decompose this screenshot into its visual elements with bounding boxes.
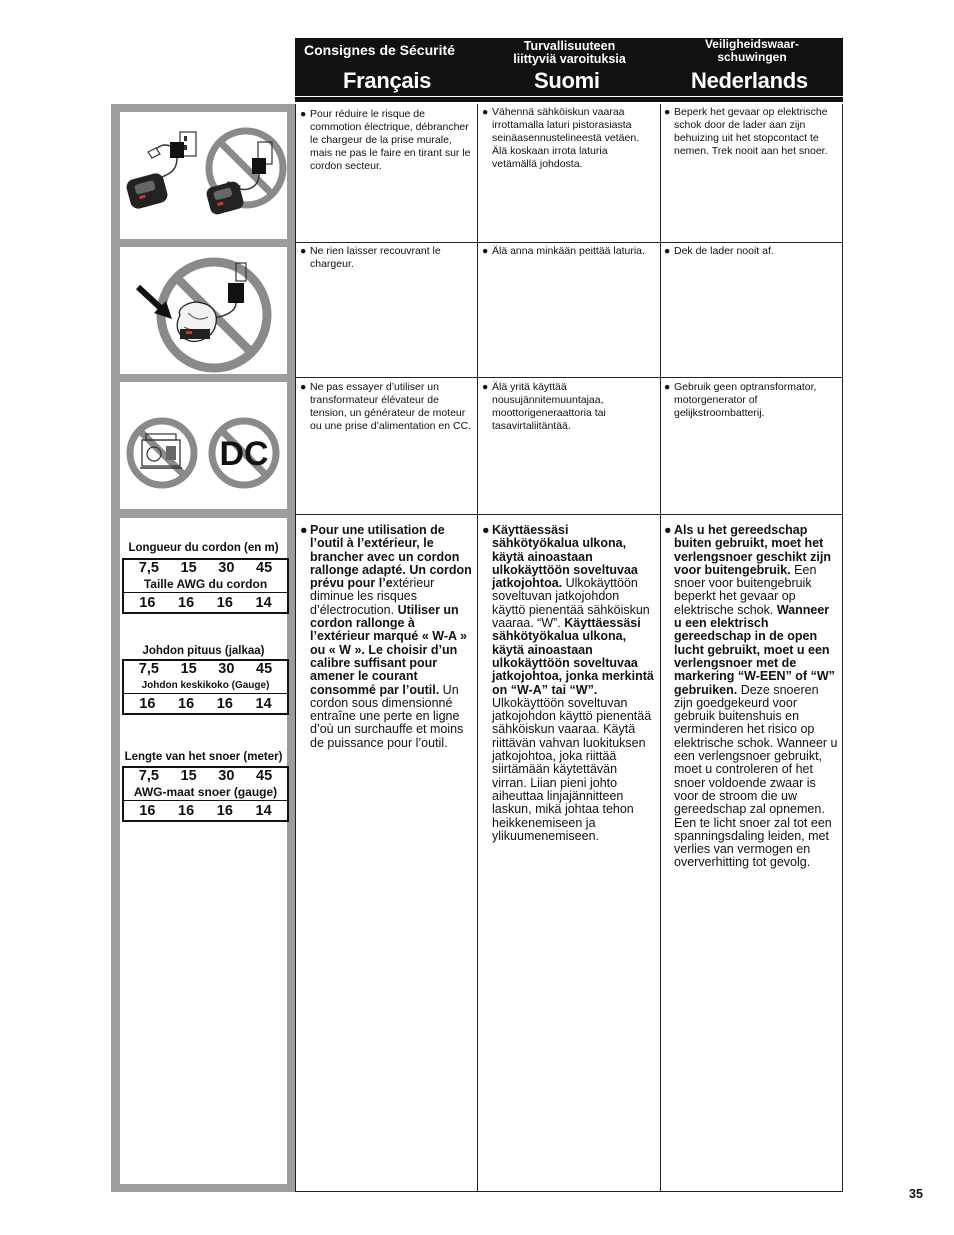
cell: 15 bbox=[180, 768, 197, 784]
cell: 16 bbox=[139, 803, 156, 819]
column-divider bbox=[660, 104, 661, 1192]
warning-fr-1: ● Pour réduire le risque de commotion électrique, débrancher le chargeur de la prise murale, mais ne pas le faire en tirant sur le cordon secteur. bbox=[300, 108, 471, 172]
cord-table-nl-gauges bbox=[124, 801, 287, 820]
dc-label: DC bbox=[219, 435, 269, 473]
warning-text: Älä yritä käyttää nousujännitemuuntajaa, moottorigeneraattoria tai tasavirtaliitäntää. bbox=[492, 381, 606, 432]
cell: 45 bbox=[256, 661, 273, 677]
warning-fi-1: ● Vähennä sähköiskun vaaraa irrottamalla laturi pistorasiasta seinäasennustelineestä vetäen. Älä koskaan irrota laturia vetämällä johdosta. bbox=[482, 106, 654, 171]
warning-fi-4: ● Käyttäessäsi sähkötyökalua ulkona, käytä ainoastaan ulkokäyttöön soveltuvaa jatkojohtoa. Ulkokäyttöön soveltuvan jatkojohdon käyttö pienentää sähköiskun vaaraa. “W”. Käyttäessäsi sähkötyökalua ulkona, käytä ainoastaan ulkokäyttöön soveltuvaa jatkojohtoa, jonka merkintä on “W-A” tai “W”. Ulkokäyttöön soveltuvan jatkojohdon käyttö pienentää sähköiskun vaaraa. Käytä riittävän vahvan luokituksen jatkojohtoa, joka riittää siirtämään käytettävän virran. Liian pieni johto aiheuttaa linjajännitteen laskun, mikä johtaa tehon heikkenemiseen ja ylikuumenemiseen. bbox=[482, 523, 654, 843]
cell: 45 bbox=[256, 560, 273, 576]
no-generator-dc-illustration bbox=[120, 382, 287, 509]
warning-text: Ne pas essayer d’utiliser un transformateur élévateur de tension, un générateur de moteur ou une prise d’alimentation en CC. bbox=[310, 381, 472, 432]
cord-table-fr-lengths bbox=[124, 560, 287, 577]
row-divider bbox=[295, 514, 843, 515]
header-col-dutch bbox=[661, 38, 843, 102]
row-divider bbox=[295, 377, 843, 378]
cell: 30 bbox=[218, 560, 235, 576]
warning-fr-3: ● Ne pas essayer d’utiliser un transformateur élévateur de tension, un générateur de moteur ou une prise d’alimentation en CC. bbox=[300, 381, 472, 432]
cell: 7,5 bbox=[138, 661, 159, 677]
column-divider bbox=[295, 104, 296, 1192]
warning-fr-4: ● Pour une utilisation de l’outil à l’extérieur, le brancher avec un cordon rallonge adapté. Un cordon prévu pour l’extérieur diminue les risques d’électrocution. Utiliser un cordon rallonge à l’extérieur marqué « W-A » ou « W ». Le choisir d’un calibre suffisant pour amener le courant consommé par l’outil. Un cordon sous dimensionné entraîne une perte en ligne d’où un surchauffe et moins de puissance pour l’outil. bbox=[300, 523, 472, 750]
warning-fr-2: ● Ne rien laisser recouvrant le chargeur. bbox=[300, 245, 472, 271]
no-cover-icon bbox=[120, 247, 287, 374]
warning-bold: Pour une utilisation de l’outil à l’extérieur, le brancher avec un cordon rallonge adapté. Un cordon prévu pour l’e bbox=[310, 523, 472, 591]
warning-nl-1: ● Beperk het gevaar op elektrische schok door de lader aan zijn behuizing uit het stopcontact te nemen. Trek nooit aan het snoer. bbox=[664, 106, 838, 158]
cord-table-fi-gauges bbox=[124, 694, 287, 713]
warning-bold: Käyttäessäsi sähkötyökalua ulkona, käytä ainoastaan ulkokäyttöön soveltuvaa jatkojohtoa, jonka merkintä on “W-A” tai “W”. bbox=[492, 616, 654, 697]
illustration-column bbox=[111, 104, 295, 1192]
warning-normal: Deze snoeren zijn goedgekeurd voor gebruik buitenshuis en verminderen het risico op elektrische schok. Wanneer u een verlengsnoer gebruikt, moet u controleren of het snoer voldoende zwaar is voor de stroom die uw gereedschap zal opnemen. Een te licht snoer zal tot een spanningsdaling leiden, met verlies van vermogen en oververhitting tot gevolg. bbox=[674, 682, 838, 870]
header-sub-dutch-line2: schuwingen bbox=[717, 50, 787, 64]
header-sub-dutch-line1: Veiligheidswaar- bbox=[704, 37, 800, 51]
cell: 7,5 bbox=[138, 560, 159, 576]
header-lang-dutch: Nederlands bbox=[691, 68, 808, 93]
cord-table-fi-sub: Johdon keskikoko (Gauge) bbox=[124, 678, 287, 694]
warning-bold: Als u het gereedschap buiten gebruikt, moet het verlengsnoer geschikt zijn voor buitengebruik. bbox=[674, 523, 831, 577]
row-divider bbox=[295, 242, 843, 243]
warning-text bbox=[492, 524, 654, 843]
warning-normal: xtérieur diminue les risques d’électrocution. bbox=[310, 576, 435, 617]
warning-normal: Un cordon sous dimensionné entraîne une perte en ligne d’où un surchauffe et moins de puissance pour l’outil. bbox=[310, 682, 464, 750]
cell: 7,5 bbox=[138, 768, 159, 784]
cord-table-fr-sub: Taille AWG du cordon bbox=[124, 577, 287, 593]
cell: 16 bbox=[178, 595, 195, 611]
warning-normal: Ulkokäyttöön soveltuvan jatkojohdon käyttö pienentää sähköiskun vaaraa. Käytä riittävän vahvan luokituksen jatkojohtoa, joka riittää siirtämään käytettävän virran. Liian pieni johto aiheuttaa linjajännitteen laskun, mikä johtaa tehon heikkenemiseen ja ylikuumenemiseen. bbox=[492, 695, 652, 843]
warning-nl-2: ● Dek de lader nooit af. bbox=[664, 245, 838, 258]
cell: 16 bbox=[139, 595, 156, 611]
cell: 16 bbox=[216, 696, 233, 712]
cell: 45 bbox=[256, 768, 273, 784]
warning-fi-3: ● Älä yritä käyttää nousujännitemuuntajaa, moottorigeneraattoria tai tasavirtaliitäntää. bbox=[482, 381, 654, 433]
warning-text bbox=[310, 524, 472, 750]
header-lang-french: Français bbox=[343, 68, 432, 93]
header-sub-dutch bbox=[661, 38, 843, 64]
cord-table-fr-gauges bbox=[124, 593, 287, 612]
warning-normal: Een snoer voor buitengebruik beperkt het gevaar op elektrische schok. bbox=[674, 562, 817, 617]
cell: 16 bbox=[178, 803, 195, 819]
do-not-cover-charger-illustration bbox=[120, 247, 287, 374]
cell: 14 bbox=[255, 803, 272, 819]
cell: 15 bbox=[180, 560, 197, 576]
header-sub-finnish-line2: liittyviä varoituksia bbox=[513, 52, 626, 66]
page-number: 35 bbox=[909, 1187, 923, 1201]
unplug-by-housing-illustration bbox=[120, 112, 287, 239]
warning-text: Ne rien laisser recouvrant le chargeur. bbox=[310, 245, 441, 270]
warning-text: Pour réduire le risque de commotion électrique, débrancher le chargeur de la prise murale, mais ne pas le faire en tirant sur le cordon secteur. bbox=[310, 108, 471, 172]
header-rule bbox=[295, 96, 843, 97]
warning-bold: Wanneer u een elektrisch gereedschap in de open lucht gebruikt, moet u een verlengsnoer met de markering “W-EEN” of “W” gebruiken. bbox=[674, 602, 835, 697]
header-sub-french: Consignes de Sécurité bbox=[304, 42, 455, 58]
unplug-icon bbox=[120, 112, 287, 239]
cord-tables-panel bbox=[120, 518, 287, 1184]
cell: 30 bbox=[218, 768, 235, 784]
section-header bbox=[295, 38, 843, 102]
warning-nl-4: ● Als u het gereedschap buiten gebruikt, moet het verlengsnoer geschikt zijn voor buitengebruik. Een snoer voor buitengebruik beperkt het gevaar op elektrische schok. Wanneer u een elektrisch gereedschap in de open lucht gebruikt, moet u een verlengsnoer met de markering “W-EEN” of “W” gebruiken. Deze snoeren zijn goedgekeurd voor gebruik buitenshuis en verminderen het risico op elektrische schok. Wanneer u een verlengsnoer gebruikt, moet u controleren of het snoer voldoende zwaar is voor de stroom die uw gereedschap zal opnemen. Een te licht snoer zal tot een spanningsdaling leiden, met verlies van vermogen en oververhitting tot gevolg. bbox=[664, 523, 838, 870]
warning-bold: Utiliser un cordon rallonge à l’extérieur marqué « W-A » ou « W ». Le choisir d’un calibre suffisant pour amener le courant consommé par l’outil. bbox=[310, 602, 467, 697]
cell: 16 bbox=[216, 803, 233, 819]
cord-table-nl bbox=[122, 766, 289, 822]
cell: 14 bbox=[255, 595, 272, 611]
cell: 15 bbox=[180, 661, 197, 677]
warning-text: Beperk het gevaar op elektrische schok door de lader aan zijn behuizing uit het stopcontact te nemen. Trek nooit aan het snoer. bbox=[674, 106, 828, 157]
warning-fi-2: ● Älä anna minkään peittää laturia. bbox=[482, 245, 654, 258]
cord-table-fr-title: Longueur du cordon (en m) bbox=[128, 542, 279, 554]
cell: 16 bbox=[216, 595, 233, 611]
cord-table-nl-sub: AWG-maat snoer (gauge) bbox=[124, 785, 287, 801]
header-col-french bbox=[295, 38, 478, 102]
header-col-finnish bbox=[478, 38, 661, 102]
cord-table-fi bbox=[122, 659, 289, 715]
cord-table-fi-lengths bbox=[124, 661, 287, 678]
cell: 16 bbox=[178, 696, 195, 712]
warning-text: Dek de lader nooit af. bbox=[674, 245, 774, 257]
header-lang-finnish: Suomi bbox=[534, 68, 600, 93]
warning-normal: Ulkokäyttöön soveltuvan jatkojohdon käyttö pienentää sähköiskun vaaraa. “W”. bbox=[492, 576, 650, 631]
warnings-grid bbox=[295, 104, 843, 1192]
row-divider bbox=[295, 1191, 843, 1192]
warning-text: Gebruik geen optransformator, motorgenerator of gelijkstroombatterij. bbox=[674, 381, 817, 419]
cord-table-fi-title: Johdon pituus (jalkaa) bbox=[142, 645, 265, 657]
column-divider bbox=[477, 104, 478, 1192]
warning-nl-3: ● Gebruik geen optransformator, motorgenerator of gelijkstroombatterij. bbox=[664, 381, 838, 420]
cell: 14 bbox=[255, 696, 272, 712]
cord-table-nl-lengths bbox=[124, 768, 287, 785]
cell: 16 bbox=[139, 696, 156, 712]
cord-table-nl-title: Lengte van het snoer (meter) bbox=[124, 751, 283, 763]
no-dc-icon bbox=[204, 413, 284, 493]
header-sub-finnish bbox=[478, 40, 661, 66]
cord-table-fr bbox=[122, 558, 289, 614]
warning-bold: Käyttäessäsi sähkötyökalua ulkona, käytä ainoastaan ulkokäyttöön soveltuvaa jatkojohtoa. bbox=[492, 523, 638, 591]
column-divider bbox=[842, 104, 843, 1192]
warning-text: Vähennä sähköiskun vaaraa irrottamalla laturi pistorasiasta seinäasennustelineestä vetäen. Älä koskaan irrota laturia vetämällä johdosta. bbox=[492, 106, 640, 170]
header-sub-finnish-line1: Turvallisuuteen bbox=[523, 39, 616, 53]
warning-text bbox=[674, 524, 838, 870]
cell: 30 bbox=[218, 661, 235, 677]
warning-text: Älä anna minkään peittää laturia. bbox=[492, 245, 645, 257]
